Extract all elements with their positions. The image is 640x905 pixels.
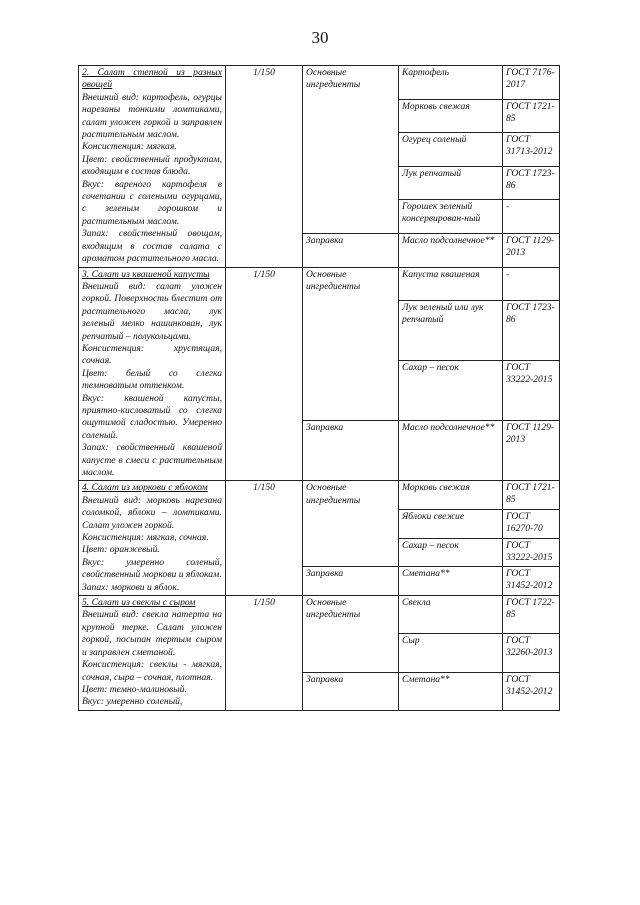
ingredient-standard: ГОСТ 1721-85 xyxy=(503,481,560,510)
ingredient-category: Заправка xyxy=(303,672,399,710)
ingredient-name: Морковь свежая xyxy=(399,481,503,510)
ingredient-name: Горошек зеленый консервирован-ный xyxy=(399,200,503,234)
dish-property: Цвет: оранжевый. xyxy=(82,544,160,556)
dish-title: 2. Салат степной из разных овощей xyxy=(82,67,222,91)
dish-property: Запах: свойственный квашеной капусте в смеси с растительным маслом. xyxy=(82,442,222,478)
ingredient-name: Огурец соленый xyxy=(399,133,503,167)
ingredient-name: Капуста квашеная xyxy=(399,267,503,300)
ingredient-standard: ГОСТ 31452-2012 xyxy=(503,567,560,596)
ingredient-standard: ГОСТ 1723-86 xyxy=(503,166,560,200)
dish-title: 4. Салат из моркови с яблоком xyxy=(82,482,208,494)
ingredient-category: Заправка xyxy=(303,233,399,267)
dish-property: Цвет: темно-малиновый. xyxy=(82,683,187,695)
ingredient-standard: ГОСТ 1722-85 xyxy=(503,596,560,634)
ingredient-name: Картофель xyxy=(399,66,503,100)
ingredient-name: Сахар – песок xyxy=(399,361,503,421)
recipe-table xyxy=(78,65,560,711)
ingredient-category: Основные ингредиенты xyxy=(303,596,399,672)
dish-property: Внешний вид: салат уложен горкой. Поверхность блестит от растительного масла, лук зеленый мелко нашинкован, лук репчатый – полукольцами. xyxy=(82,280,222,342)
ingredient-name: Сметана** xyxy=(399,672,503,710)
dish-property: Консистенция: мягкая, сочная. xyxy=(82,532,209,544)
ingredient-name: Лук репчатый xyxy=(399,166,503,200)
ingredient-standard: ГОСТ 1723-86 xyxy=(503,300,560,360)
dish-portion: 1/150 xyxy=(226,481,303,596)
ingredient-name: Лук зеленый или лук репчатый xyxy=(399,300,503,360)
dish-portion: 1/150 xyxy=(226,267,303,481)
ingredient-category: Заправка xyxy=(303,567,399,596)
dish-portion: 1/150 xyxy=(226,66,303,268)
ingredient-name: Масло подсолнечное** xyxy=(399,421,503,481)
dish-description xyxy=(79,66,226,268)
ingredient-standard: ГОСТ 33222-2015 xyxy=(503,361,560,421)
ingredient-name: Сахар – песок xyxy=(399,538,503,567)
table-row xyxy=(79,596,560,634)
ingredient-name: Сыр xyxy=(399,634,503,672)
dish-property: Вкус: вареного картофеля в сочетании с солеными огурцами, с зеленым горошком и растительным маслом. xyxy=(82,178,222,227)
ingredient-standard: ГОСТ 16270-70 xyxy=(503,510,560,539)
dish-property: Вкус: умеренно соленый, xyxy=(82,696,183,708)
dish-property: Цвет: свойственный продуктам, входящим в состав блюда. xyxy=(82,153,222,178)
ingredient-standard: - xyxy=(503,267,560,300)
dish-property: Запах: моркови и яблок. xyxy=(82,581,180,593)
page-number: 30 xyxy=(311,28,329,47)
dish-property: Внешний вид: картофель, огурцы нарезаны тонкими ломтиками, салат уложен горкой и заправлен растительным маслом. xyxy=(82,91,222,141)
ingredient-standard: ГОСТ 1129-2013 xyxy=(503,233,560,267)
ingredient-category: Основные ингредиенты xyxy=(303,481,399,567)
ingredient-category: Основные ингредиенты xyxy=(303,267,399,421)
ingredient-name: Сметана** xyxy=(399,567,503,596)
dish-property: Внешний вид: морковь нарезана соломкой, яблоки – ломтиками. Салат уложен горкой. xyxy=(82,494,222,531)
dish-property: Вкус: квашеной капусты, приятно-кисловатый со слегка ощутимой сладостью. Умеренно соленый. xyxy=(82,392,222,441)
ingredient-category: Основные ингредиенты xyxy=(303,66,399,234)
dish-property: Вкус: умеренно соленый, свойственный моркови и яблокам. xyxy=(82,556,222,581)
dish-description xyxy=(79,596,226,711)
ingredient-standard: ГОСТ 7176-2017 xyxy=(503,66,560,100)
dish-property: Цвет: белый со слегка темноватым оттенком. xyxy=(82,367,222,392)
dish-portion: 1/150 xyxy=(226,596,303,711)
ingredient-standard: ГОСТ 32260-2013 xyxy=(503,634,560,672)
table-row xyxy=(79,66,560,100)
ingredient-standard: ГОСТ 31452-2012 xyxy=(503,672,560,710)
dish-title: 3. Салат из квашеной капусты xyxy=(82,268,210,280)
dish-property: Консистенция: хрустящая, сочная. xyxy=(82,342,222,367)
ingredient-standard: - xyxy=(503,200,560,234)
ingredient-standard: ГОСТ 1129-2013 xyxy=(503,421,560,481)
ingredient-name: Свекла xyxy=(399,596,503,634)
dish-property: Консистенция: свеклы - мягкая, сочная, сыра – сочная, плотная. xyxy=(82,659,222,683)
dish-property: Запах: свойственный овощам, входящим в состав салата с ароматом растительного масла. xyxy=(82,228,222,265)
dish-description xyxy=(79,267,226,481)
ingredient-name: Масло подсолнечное** xyxy=(399,233,503,267)
ingredient-standard: ГОСТ 1721-85 xyxy=(503,99,560,133)
dish-property: Внешний вид: свекла натерта на крупной терке. Салат уложен горкой, посыпан тертым сыром и заправлен сметаной. xyxy=(82,609,222,658)
dish-title: 5. Салат из свеклы с сыром xyxy=(82,597,196,609)
ingredient-standard: ГОСТ 33222-2015 xyxy=(503,538,560,567)
ingredient-category: Заправка xyxy=(303,421,399,481)
ingredient-standard: ГОСТ 31713-2012 xyxy=(503,133,560,167)
table-row xyxy=(79,267,560,300)
dish-description xyxy=(79,481,226,596)
ingredient-name: Яблоки свежие xyxy=(399,510,503,539)
ingredient-name: Морковь свежая xyxy=(399,99,503,133)
table-row xyxy=(79,481,560,510)
dish-property: Консистенция: мягкая. xyxy=(82,141,177,153)
